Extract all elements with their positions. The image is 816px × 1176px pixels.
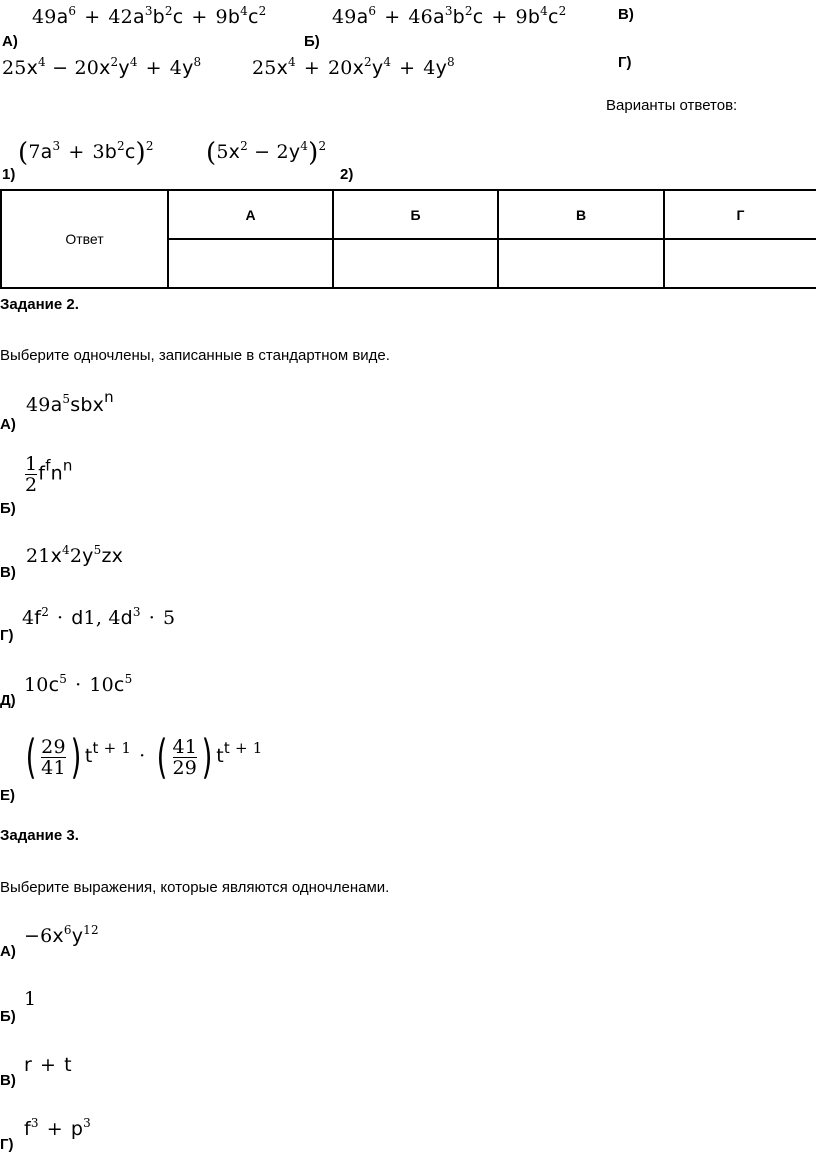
task3-prompt: Выберите выражения, которые являются одночленами. [0, 879, 390, 896]
column-header-b: Б [333, 190, 498, 239]
task3-item-a-label: А) [0, 943, 16, 960]
task3-item-g-label: Г) [0, 1136, 14, 1153]
task3-heading: Задание 3. [0, 827, 79, 844]
answer-cell-g[interactable] [664, 239, 816, 288]
answer-table [0, 189, 816, 289]
answer-cell-a[interactable] [168, 239, 333, 288]
task2-item-v-expr: $21x^42y^5zx$ [26, 543, 124, 567]
column-header-v: В [498, 190, 664, 239]
answer-cell-b[interactable] [333, 239, 498, 288]
task2-item-b-label: Б) [0, 500, 16, 517]
expr-2: $(5x^2 - 2y^4)^2$ [206, 138, 327, 168]
task3-item-v-label: В) [0, 1072, 16, 1089]
task3-item-v-expr: r + t [24, 1054, 72, 1076]
variants-title: Варианты ответов: [606, 97, 738, 114]
task2-item-a-label: А) [0, 416, 16, 433]
option-b-expr-bottom: $25x^4 + 20x^2y^4 + 4y^8$ [252, 55, 455, 79]
column-header-g: Г [664, 190, 816, 239]
task2-heading: Задание 2. [0, 296, 79, 313]
answer-cell-v[interactable] [498, 239, 664, 288]
option-b-expr-top: $49a^6 + 46a^3b^2c + 9b^4c^2$ [332, 4, 567, 28]
option-g-label: Г) [618, 54, 632, 71]
task2-item-d-expr: $10c^5 \cdot 10c^5$ [24, 672, 133, 696]
task2-item-g-label: Г) [0, 627, 14, 644]
option-a-expr-bottom: $25x^4 - 20x^2y^4 + 4y^8$ [2, 55, 202, 79]
option-a-expr-top: $49a^6 + 42a^3b^2c + 9b^4c^2$ [32, 4, 267, 28]
task2-item-b-expr: $\frac{1}{2}$ $f^fn^n$ [25, 453, 73, 496]
task3-item-b-expr: 1 [24, 988, 37, 1010]
option-a-label: А) [2, 33, 18, 50]
expr-1-label: 1) [2, 166, 16, 183]
task3-item-a-expr: $-6x^6y^{12}$ [24, 923, 99, 947]
option-v-label: В) [618, 6, 634, 23]
task2-item-e-label: Е) [0, 787, 15, 804]
task2-prompt: Выберите одночлены, записанные в стандартном виде. [0, 347, 390, 364]
expr-2-label: 2) [340, 166, 354, 183]
answer-row-label: Ответ [1, 190, 168, 288]
task2-item-e-expr: ( $\frac{29}{41}$ ) $t^{t + 1}$ · ( $\frac{41}{29}$ ) $t^{t + 1}$ [25, 730, 263, 784]
task2-item-g-expr: $4f^2 \cdot d1$, $4d^3 \cdot 5$ [22, 605, 176, 629]
task3-item-b-label: Б) [0, 1008, 16, 1025]
task3-item-g-expr: $f^3 + p^3$ [24, 1116, 91, 1140]
task2-item-v-label: В) [0, 564, 16, 581]
column-header-a: А [168, 190, 333, 239]
option-b-label: Б) [304, 33, 320, 50]
task2-item-d-label: Д) [0, 692, 16, 709]
expr-1: $(7a^3 + 3b^2c)^2$ [18, 138, 154, 168]
task2-item-a-expr: $49a^5sbx^n$ [26, 388, 114, 416]
